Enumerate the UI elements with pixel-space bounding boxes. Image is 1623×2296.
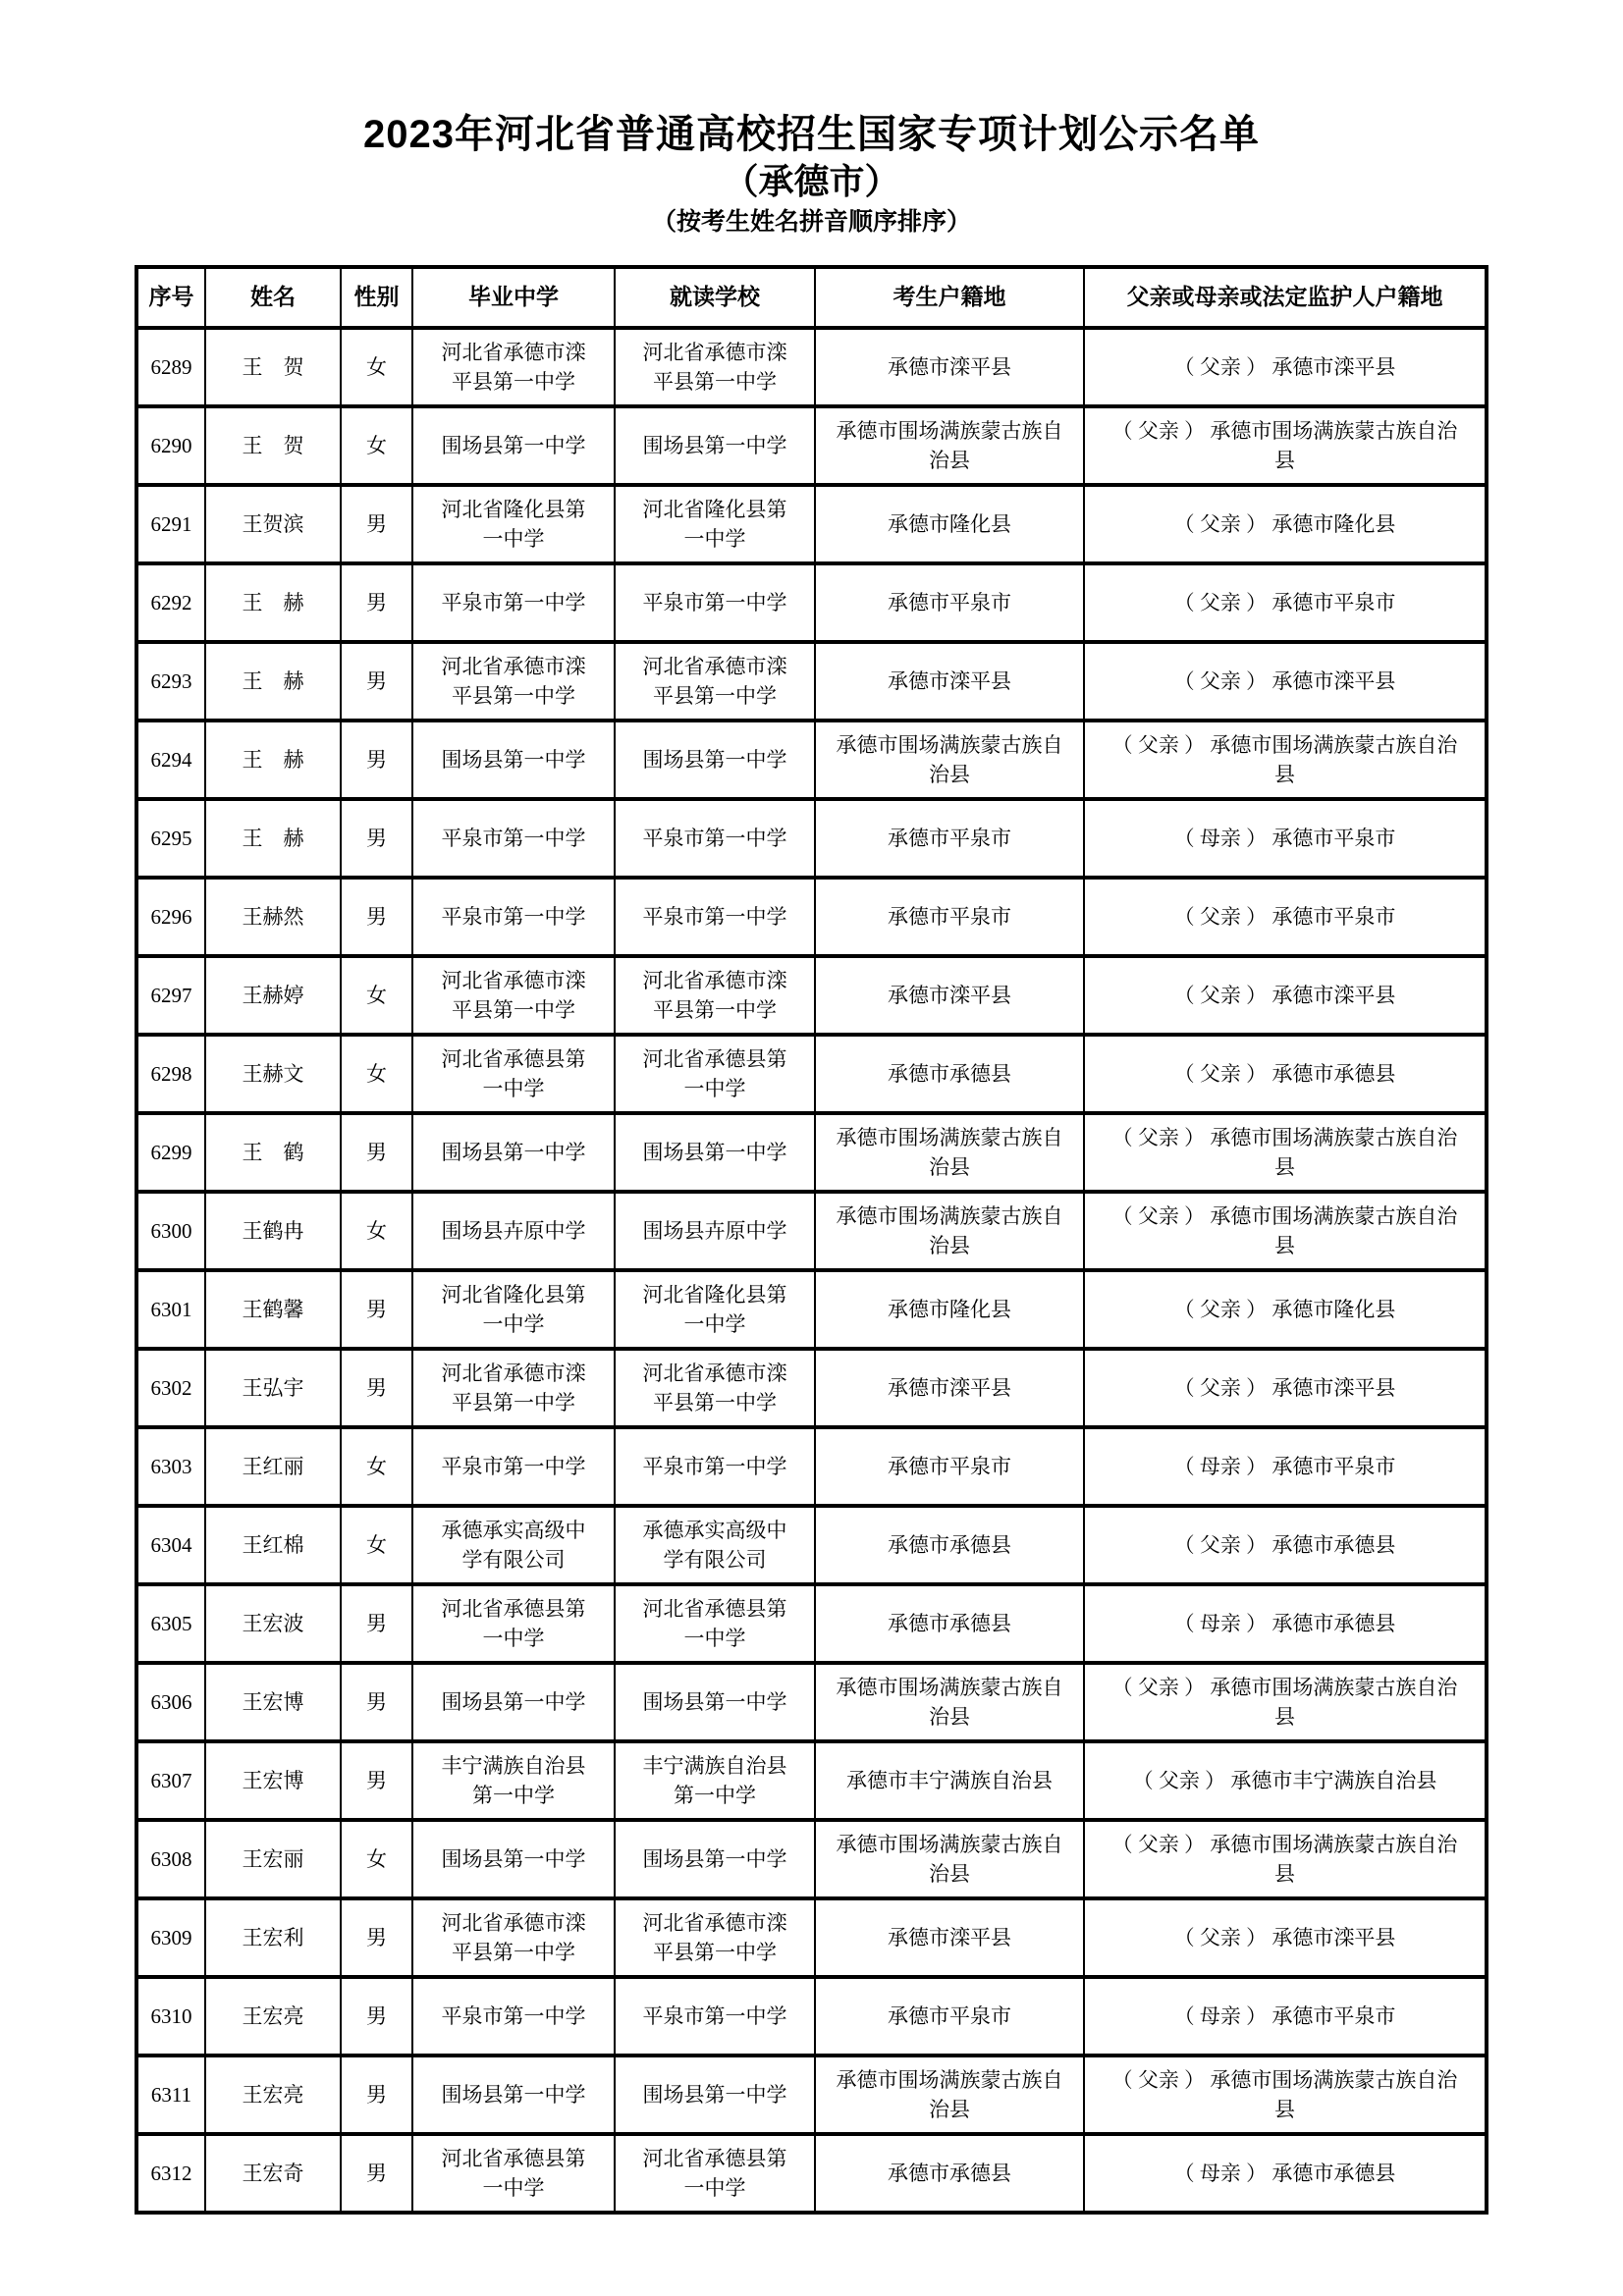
cell-guardian-residence: （ 父亲 ） 承德市围场满族蒙古族自治县 xyxy=(1084,1192,1487,1270)
cell-candidate-residence: 承德市滦平县 xyxy=(815,328,1084,406)
cell-graduate-school: 平泉市第一中学 xyxy=(412,1427,615,1506)
cell-gender: 男 xyxy=(341,1584,412,1663)
cell-guardian-residence: （ 父亲 ） 承德市围场满族蒙古族自治县 xyxy=(1084,1663,1487,1741)
table-row xyxy=(136,1035,1487,1113)
cell-attend-school: 河北省承德市滦平县第一中学 xyxy=(615,956,815,1035)
cell-gender: 男 xyxy=(341,1977,412,2056)
cell-candidate-residence: 承德市承德县 xyxy=(815,2134,1084,2213)
cell-candidate-residence: 承德市滦平县 xyxy=(815,642,1084,721)
cell-candidate-residence: 承德市围场满族蒙古族自治县 xyxy=(815,2056,1084,2134)
cell-attend-school: 围场县第一中学 xyxy=(615,1663,815,1741)
cell-guardian-residence: （ 父亲 ） 承德市围场满族蒙古族自治县 xyxy=(1084,1820,1487,1898)
cell-guardian-residence: （ 母亲 ） 承德市承德县 xyxy=(1084,2134,1487,2213)
cell-gender: 男 xyxy=(341,1349,412,1427)
cell-seq: 6302 xyxy=(136,1349,205,1427)
cell-graduate-school: 承德承实高级中学有限公司 xyxy=(412,1506,615,1584)
cell-attend-school: 围场县第一中学 xyxy=(615,1820,815,1898)
table-row xyxy=(136,1192,1487,1270)
cell-name: 王赫婷 xyxy=(205,956,341,1035)
cell-attend-school: 平泉市第一中学 xyxy=(615,1427,815,1506)
cell-gender: 男 xyxy=(341,1898,412,1977)
cell-name: 王宏波 xyxy=(205,1584,341,1663)
cell-name: 王宏博 xyxy=(205,1663,341,1741)
cell-name: 王 赫 xyxy=(205,563,341,642)
cell-seq: 6289 xyxy=(136,328,205,406)
cell-guardian-residence: （ 父亲 ） 承德市围场满族蒙古族自治县 xyxy=(1084,721,1487,799)
cell-guardian-residence: （ 父亲 ） 承德市围场满族蒙古族自治县 xyxy=(1084,406,1487,485)
cell-gender: 男 xyxy=(341,1663,412,1741)
cell-graduate-school: 围场县第一中学 xyxy=(412,721,615,799)
cell-candidate-residence: 承德市围场满族蒙古族自治县 xyxy=(815,721,1084,799)
cell-graduate-school: 围场县第一中学 xyxy=(412,1820,615,1898)
cell-name: 王弘宇 xyxy=(205,1349,341,1427)
cell-graduate-school: 河北省承德市滦平县第一中学 xyxy=(412,642,615,721)
cell-candidate-residence: 承德市滦平县 xyxy=(815,1898,1084,1977)
cell-seq: 6306 xyxy=(136,1663,205,1741)
table-row xyxy=(136,563,1487,642)
column-header-seq: 序号 xyxy=(136,267,205,328)
cell-candidate-residence: 承德市承德县 xyxy=(815,1035,1084,1113)
cell-graduate-school: 河北省承德市滦平县第一中学 xyxy=(412,956,615,1035)
cell-guardian-residence: （ 父亲 ） 承德市滦平县 xyxy=(1084,1898,1487,1977)
cell-gender: 男 xyxy=(341,878,412,956)
cell-guardian-residence: （ 父亲 ） 承德市平泉市 xyxy=(1084,563,1487,642)
table-row xyxy=(136,1113,1487,1192)
cell-seq: 6307 xyxy=(136,1741,205,1820)
cell-guardian-residence: （ 父亲 ） 承德市滦平县 xyxy=(1084,956,1487,1035)
table-row xyxy=(136,1741,1487,1820)
table-row xyxy=(136,2134,1487,2213)
cell-seq: 6297 xyxy=(136,956,205,1035)
cell-attend-school: 围场县第一中学 xyxy=(615,406,815,485)
cell-graduate-school: 河北省隆化县第一中学 xyxy=(412,485,615,563)
cell-graduate-school: 河北省承德市滦平县第一中学 xyxy=(412,328,615,406)
cell-gender: 男 xyxy=(341,485,412,563)
cell-name: 王贺滨 xyxy=(205,485,341,563)
cell-graduate-school: 围场县第一中学 xyxy=(412,406,615,485)
cell-guardian-residence: （ 父亲 ） 承德市平泉市 xyxy=(1084,878,1487,956)
cell-attend-school: 围场县第一中学 xyxy=(615,2056,815,2134)
cell-gender: 女 xyxy=(341,1035,412,1113)
cell-seq: 6290 xyxy=(136,406,205,485)
cell-guardian-residence: （ 父亲 ） 承德市围场满族蒙古族自治县 xyxy=(1084,1113,1487,1192)
cell-attend-school: 河北省承德县第一中学 xyxy=(615,2134,815,2213)
page-title: 2023年河北省普通高校招生国家专项计划公示名单 xyxy=(363,113,1260,156)
cell-gender: 男 xyxy=(341,1270,412,1349)
cell-name: 王鹤馨 xyxy=(205,1270,341,1349)
table-row xyxy=(136,878,1487,956)
cell-candidate-residence: 承德市承德县 xyxy=(815,1584,1084,1663)
cell-gender: 女 xyxy=(341,328,412,406)
cell-graduate-school: 丰宁满族自治县第一中学 xyxy=(412,1741,615,1820)
table-row xyxy=(136,642,1487,721)
cell-seq: 6311 xyxy=(136,2056,205,2134)
table-row xyxy=(136,328,1487,406)
cell-name: 王 鹤 xyxy=(205,1113,341,1192)
page-subtitle: （承德市） xyxy=(723,161,900,201)
cell-seq: 6303 xyxy=(136,1427,205,1506)
cell-attend-school: 平泉市第一中学 xyxy=(615,563,815,642)
cell-attend-school: 河北省承德市滦平县第一中学 xyxy=(615,1898,815,1977)
cell-seq: 6310 xyxy=(136,1977,205,2056)
cell-graduate-school: 平泉市第一中学 xyxy=(412,1977,615,2056)
table-row xyxy=(136,406,1487,485)
cell-candidate-residence: 承德市承德县 xyxy=(815,1506,1084,1584)
cell-attend-school: 平泉市第一中学 xyxy=(615,799,815,878)
cell-seq: 6309 xyxy=(136,1898,205,1977)
cell-graduate-school: 围场县卉原中学 xyxy=(412,1192,615,1270)
cell-name: 王 赫 xyxy=(205,721,341,799)
cell-name: 王宏亮 xyxy=(205,2056,341,2134)
cell-name: 王宏博 xyxy=(205,1741,341,1820)
cell-seq: 6293 xyxy=(136,642,205,721)
table-row xyxy=(136,1427,1487,1506)
table-row xyxy=(136,1270,1487,1349)
student-roster-table xyxy=(135,265,1488,2215)
cell-candidate-residence: 承德市平泉市 xyxy=(815,1427,1084,1506)
cell-graduate-school: 平泉市第一中学 xyxy=(412,878,615,956)
cell-candidate-residence: 承德市丰宁满族自治县 xyxy=(815,1741,1084,1820)
table-row xyxy=(136,1584,1487,1663)
cell-attend-school: 平泉市第一中学 xyxy=(615,1977,815,2056)
cell-gender: 女 xyxy=(341,1192,412,1270)
table-row xyxy=(136,1506,1487,1584)
cell-guardian-residence: （ 父亲 ） 承德市隆化县 xyxy=(1084,1270,1487,1349)
cell-candidate-residence: 承德市平泉市 xyxy=(815,878,1084,956)
cell-gender: 男 xyxy=(341,563,412,642)
cell-seq: 6296 xyxy=(136,878,205,956)
cell-seq: 6299 xyxy=(136,1113,205,1192)
cell-attend-school: 河北省隆化县第一中学 xyxy=(615,1270,815,1349)
cell-candidate-residence: 承德市滦平县 xyxy=(815,1349,1084,1427)
cell-name: 王 贺 xyxy=(205,328,341,406)
cell-name: 王 贺 xyxy=(205,406,341,485)
cell-gender: 男 xyxy=(341,799,412,878)
cell-candidate-residence: 承德市平泉市 xyxy=(815,563,1084,642)
cell-graduate-school: 平泉市第一中学 xyxy=(412,799,615,878)
cell-graduate-school: 河北省承德县第一中学 xyxy=(412,2134,615,2213)
cell-guardian-residence: （ 父亲 ） 承德市丰宁满族自治县 xyxy=(1084,1741,1487,1820)
cell-name: 王赫然 xyxy=(205,878,341,956)
column-header-graduate-school: 毕业中学 xyxy=(412,267,615,328)
table-row xyxy=(136,2056,1487,2134)
cell-candidate-residence: 承德市滦平县 xyxy=(815,956,1084,1035)
cell-name: 王宏丽 xyxy=(205,1820,341,1898)
cell-seq: 6304 xyxy=(136,1506,205,1584)
cell-attend-school: 丰宁满族自治县第一中学 xyxy=(615,1741,815,1820)
column-header-candidate-residence: 考生户籍地 xyxy=(815,267,1084,328)
cell-graduate-school: 围场县第一中学 xyxy=(412,1663,615,1741)
cell-gender: 女 xyxy=(341,1427,412,1506)
cell-gender: 女 xyxy=(341,406,412,485)
cell-attend-school: 河北省承德市滦平县第一中学 xyxy=(615,328,815,406)
cell-guardian-residence: （ 母亲 ） 承德市承德县 xyxy=(1084,1584,1487,1663)
cell-graduate-school: 河北省承德县第一中学 xyxy=(412,1035,615,1113)
table-row xyxy=(136,956,1487,1035)
cell-seq: 6291 xyxy=(136,485,205,563)
cell-attend-school: 围场县第一中学 xyxy=(615,721,815,799)
cell-guardian-residence: （ 父亲 ） 承德市滦平县 xyxy=(1084,1349,1487,1427)
cell-candidate-residence: 承德市隆化县 xyxy=(815,485,1084,563)
cell-guardian-residence: （ 父亲 ） 承德市滦平县 xyxy=(1084,328,1487,406)
column-header-name: 姓名 xyxy=(205,267,341,328)
cell-name: 王宏利 xyxy=(205,1898,341,1977)
cell-candidate-residence: 承德市平泉市 xyxy=(815,799,1084,878)
cell-seq: 6305 xyxy=(136,1584,205,1663)
cell-attend-school: 围场县第一中学 xyxy=(615,1113,815,1192)
cell-candidate-residence: 承德市围场满族蒙古族自治县 xyxy=(815,1820,1084,1898)
cell-attend-school: 河北省承德县第一中学 xyxy=(615,1035,815,1113)
cell-seq: 6301 xyxy=(136,1270,205,1349)
cell-gender: 女 xyxy=(341,1820,412,1898)
document-header xyxy=(0,110,1623,240)
table-header-row xyxy=(136,267,1487,328)
cell-name: 王宏亮 xyxy=(205,1977,341,2056)
cell-attend-school: 平泉市第一中学 xyxy=(615,878,815,956)
cell-attend-school: 围场县卉原中学 xyxy=(615,1192,815,1270)
cell-name: 王宏奇 xyxy=(205,2134,341,2213)
cell-gender: 男 xyxy=(341,2056,412,2134)
table-row xyxy=(136,1898,1487,1977)
cell-seq: 6298 xyxy=(136,1035,205,1113)
cell-name: 王赫文 xyxy=(205,1035,341,1113)
table-row xyxy=(136,1349,1487,1427)
cell-name: 王 赫 xyxy=(205,799,341,878)
table-row xyxy=(136,799,1487,878)
sort-order-note: （按考生姓名拼音顺序排序） xyxy=(651,208,971,236)
cell-seq: 6294 xyxy=(136,721,205,799)
cell-gender: 男 xyxy=(341,642,412,721)
cell-guardian-residence: （ 父亲 ） 承德市滦平县 xyxy=(1084,642,1487,721)
column-header-guardian-residence: 父亲或母亲或法定监护人户籍地 xyxy=(1084,267,1487,328)
cell-candidate-residence: 承德市平泉市 xyxy=(815,1977,1084,2056)
cell-name: 王 赫 xyxy=(205,642,341,721)
cell-guardian-residence: （ 父亲 ） 承德市承德县 xyxy=(1084,1506,1487,1584)
cell-name: 王鹤冉 xyxy=(205,1192,341,1270)
cell-graduate-school: 围场县第一中学 xyxy=(412,1113,615,1192)
cell-guardian-residence: （ 父亲 ） 承德市隆化县 xyxy=(1084,485,1487,563)
cell-guardian-residence: （ 母亲 ） 承德市平泉市 xyxy=(1084,1977,1487,2056)
table-row xyxy=(136,1977,1487,2056)
cell-gender: 男 xyxy=(341,2134,412,2213)
cell-guardian-residence: （ 母亲 ） 承德市平泉市 xyxy=(1084,799,1487,878)
table-row xyxy=(136,485,1487,563)
cell-gender: 女 xyxy=(341,956,412,1035)
cell-candidate-residence: 承德市围场满族蒙古族自治县 xyxy=(815,1113,1084,1192)
cell-attend-school: 河北省承德市滦平县第一中学 xyxy=(615,642,815,721)
cell-graduate-school: 河北省承德市滦平县第一中学 xyxy=(412,1898,615,1977)
cell-graduate-school: 河北省承德市滦平县第一中学 xyxy=(412,1349,615,1427)
cell-candidate-residence: 承德市围场满族蒙古族自治县 xyxy=(815,1663,1084,1741)
cell-guardian-residence: （ 父亲 ） 承德市围场满族蒙古族自治县 xyxy=(1084,2056,1487,2134)
cell-gender: 男 xyxy=(341,721,412,799)
cell-gender: 男 xyxy=(341,1741,412,1820)
cell-graduate-school: 河北省承德县第一中学 xyxy=(412,1584,615,1663)
cell-candidate-residence: 承德市围场满族蒙古族自治县 xyxy=(815,406,1084,485)
cell-gender: 男 xyxy=(341,1113,412,1192)
cell-name: 王红棉 xyxy=(205,1506,341,1584)
cell-graduate-school: 平泉市第一中学 xyxy=(412,563,615,642)
cell-candidate-residence: 承德市围场满族蒙古族自治县 xyxy=(815,1192,1084,1270)
cell-guardian-residence: （ 父亲 ） 承德市承德县 xyxy=(1084,1035,1487,1113)
column-header-attend-school: 就读学校 xyxy=(615,267,815,328)
cell-gender: 女 xyxy=(341,1506,412,1584)
cell-attend-school: 河北省承德县第一中学 xyxy=(615,1584,815,1663)
cell-seq: 6300 xyxy=(136,1192,205,1270)
column-header-gender: 性别 xyxy=(341,267,412,328)
cell-graduate-school: 围场县第一中学 xyxy=(412,2056,615,2134)
cell-attend-school: 承德承实高级中学有限公司 xyxy=(615,1506,815,1584)
cell-seq: 6292 xyxy=(136,563,205,642)
table-row xyxy=(136,1663,1487,1741)
cell-guardian-residence: （ 母亲 ） 承德市平泉市 xyxy=(1084,1427,1487,1506)
cell-candidate-residence: 承德市隆化县 xyxy=(815,1270,1084,1349)
cell-name: 王红丽 xyxy=(205,1427,341,1506)
cell-attend-school: 河北省隆化县第一中学 xyxy=(615,485,815,563)
table-row xyxy=(136,1820,1487,1898)
cell-attend-school: 河北省承德市滦平县第一中学 xyxy=(615,1349,815,1427)
table-row xyxy=(136,721,1487,799)
cell-seq: 6295 xyxy=(136,799,205,878)
cell-graduate-school: 河北省隆化县第一中学 xyxy=(412,1270,615,1349)
cell-seq: 6312 xyxy=(136,2134,205,2213)
cell-seq: 6308 xyxy=(136,1820,205,1898)
